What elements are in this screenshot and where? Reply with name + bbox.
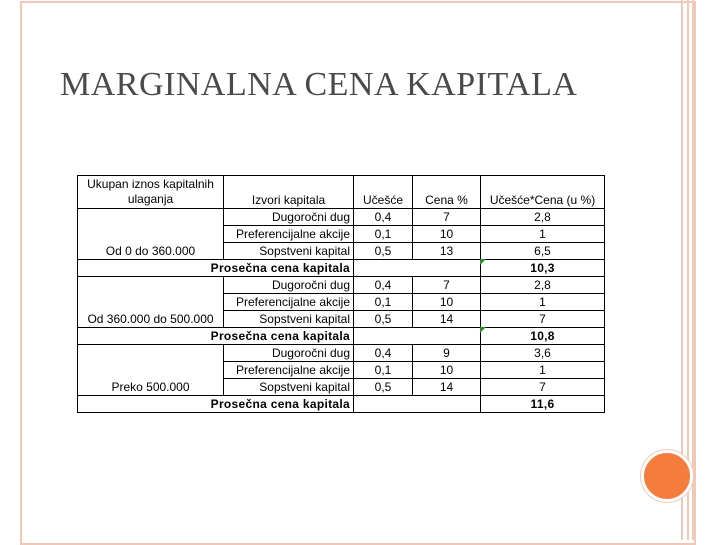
cost-cell: 14: [413, 311, 481, 328]
average-value: 11,6: [481, 396, 605, 413]
decorative-circle: [641, 450, 693, 502]
header-cost: Cena %: [413, 176, 481, 209]
share-cell: 0,4: [354, 277, 413, 294]
empty-cell: [354, 260, 413, 277]
weighted-cell: 2,8: [481, 277, 605, 294]
share-cell: 0,5: [354, 311, 413, 328]
source-cell: Sopstveni kapital: [224, 243, 354, 260]
header-source: Izvori kapitala: [224, 176, 354, 209]
range-label: Od 360.000 do 500.000: [78, 277, 224, 328]
weighted-cell: 6,5: [481, 243, 605, 260]
header-total: Ukupan iznos kapitalnih ulaganja: [78, 176, 224, 209]
share-cell: 0,5: [354, 379, 413, 396]
average-label: Prosečna cena kapitala: [78, 396, 354, 413]
share-cell: 0,5: [354, 243, 413, 260]
share-cell: 0,1: [354, 226, 413, 243]
weighted-cell: 2,8: [481, 209, 605, 226]
weighted-cell: 7: [481, 379, 605, 396]
source-cell: Dugoročni dug: [224, 277, 354, 294]
cost-cell: 10: [413, 362, 481, 379]
average-value: 10,3: [481, 260, 605, 277]
share-cell: 0,4: [354, 345, 413, 362]
average-label: Prosečna cena kapitala: [78, 328, 354, 345]
empty-cell: [354, 328, 413, 345]
cost-cell: 10: [413, 226, 481, 243]
capital-cost-table: [77, 175, 605, 413]
weighted-cell: 3,6: [481, 345, 605, 362]
empty-cell: [413, 396, 481, 413]
header-weighted: Učešće*Cena (u %): [481, 176, 605, 209]
header-share: Učešće: [354, 176, 413, 209]
empty-cell: [354, 396, 413, 413]
source-cell: Sopstveni kapital: [224, 379, 354, 396]
cost-cell: 9: [413, 345, 481, 362]
range-label: Od 0 do 360.000: [78, 209, 224, 260]
empty-cell: [413, 328, 481, 345]
cost-cell: 7: [413, 209, 481, 226]
empty-cell: [413, 260, 481, 277]
weighted-cell: 7: [481, 311, 605, 328]
source-cell: Sopstveni kapital: [224, 311, 354, 328]
weighted-cell: 1: [481, 362, 605, 379]
source-cell: Preferencijalne akcije: [224, 294, 354, 311]
cost-cell: 10: [413, 294, 481, 311]
weighted-cell: 1: [481, 226, 605, 243]
slide-title: MARGINALNA CENA KAPITALA: [60, 66, 578, 103]
share-cell: 0,1: [354, 362, 413, 379]
source-cell: Preferencijalne akcije: [224, 226, 354, 243]
source-cell: Dugoročni dug: [224, 209, 354, 226]
average-value: 10,8: [481, 328, 605, 345]
weighted-cell: 1: [481, 294, 605, 311]
source-cell: Dugoročni dug: [224, 345, 354, 362]
average-label: Prosečna cena kapitala: [78, 260, 354, 277]
share-cell: 0,4: [354, 209, 413, 226]
source-cell: Preferencijalne akcije: [224, 362, 354, 379]
cost-cell: 14: [413, 379, 481, 396]
cost-cell: 13: [413, 243, 481, 260]
cost-cell: 7: [413, 277, 481, 294]
frame-line: [692, 0, 694, 540]
range-label: Preko 500.000: [78, 345, 224, 396]
share-cell: 0,1: [354, 294, 413, 311]
